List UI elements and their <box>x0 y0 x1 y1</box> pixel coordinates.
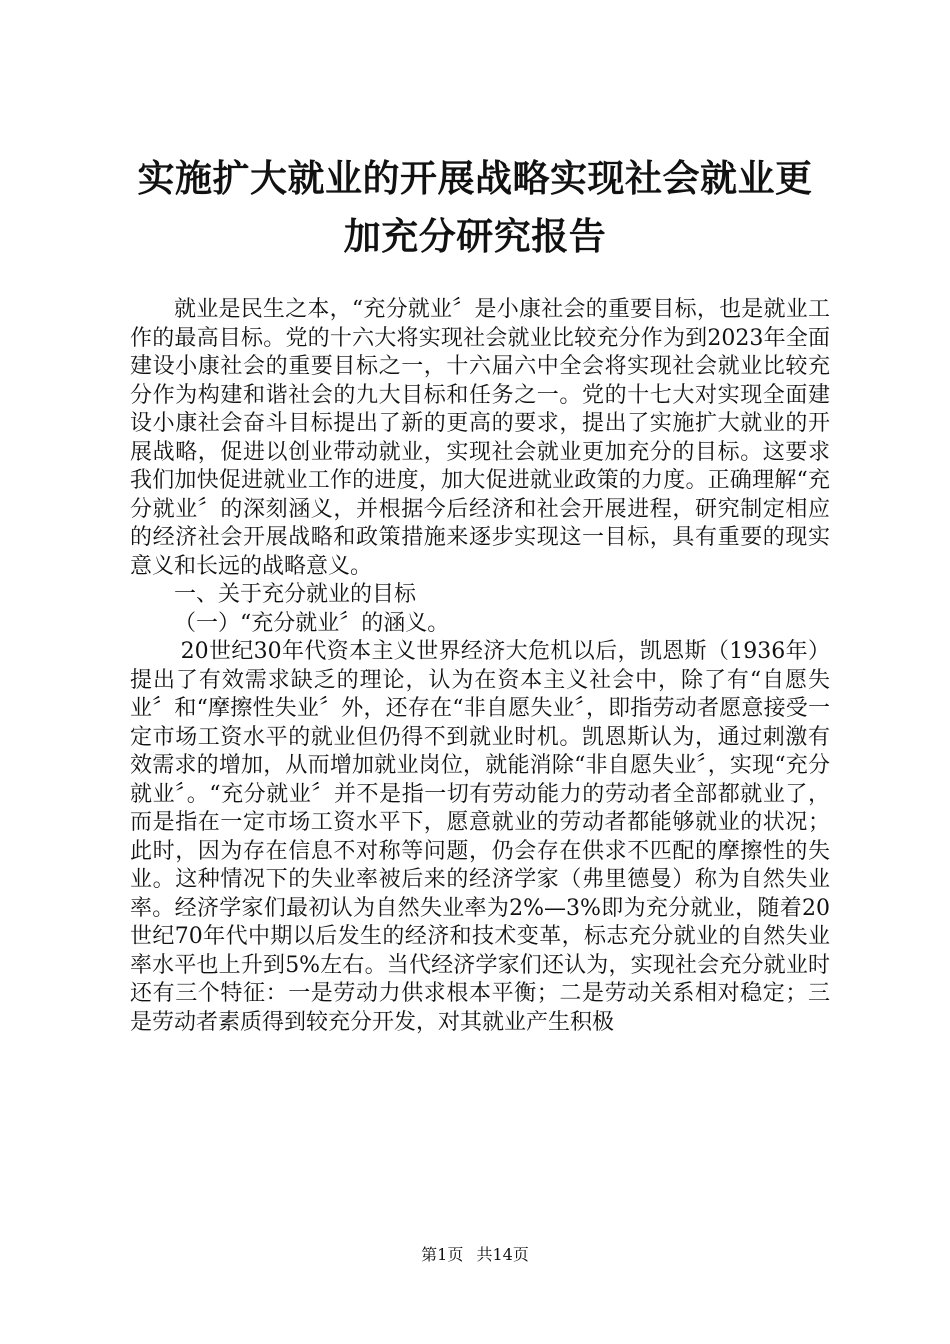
paragraph-body: 20世纪30年代资本主义世界经济大危机以后，凯恩斯（1936年）提出了有效需求缺乏的理论，认为在资本主义社会中，除了有“自愿失业〞和“摩擦性失业〞外，还存在“非自愿失业〞，即指劳动者愿意接受一定市场工资水平的就业但仍得不到就业时机。凯恩斯认为，通过刺激有效需求的增加，从而增加就业岗位，就能消除“非自愿失业〞，实现“充分就业〞。“充分就业〞并不是指一切有劳动能力的劳动者全部都就业了，而是指在一定市场工资水平下，愿意就业的劳动者都能够就业的状况；此时，因为存在信息不对称等问题，仍会存在供求不匹配的摩擦性的失业。这种情况下的失业率被后来的经济学家（弗里德曼）称为自然失业率。经济学家们最初认为自然失业率为2%—3%即为充分就业，随着20世纪70年代中期以后发生的经济和技术变革，标志充分就业的自然失业率水平也上升到5%左右。当代经济学家们还认为，实现社会充分就业时还有三个特征：一是劳动力供求根本平衡；二是劳动关系相对稳定；三是劳动者素质得到较充分开发，对其就业产生积极 <box>130 639 830 1035</box>
subsection-heading: （一）“充分就业〞的涵义。 <box>174 610 450 636</box>
paragraph-intro: 就业是民生之本，“充分就业〞是小康社会的重要目标，也是就业工作的最高目标。党的十六大将实现社会就业比较充分作为到2023年全面建设小康社会的重要目标之一，十六届六中全会将实现社会就业比较充分作为构建和谐社会的九大目标和任务之一。党的十七大对实现全面建设小康社会奋斗目标提出了新的更高的要求，提出了实施扩大就业的开展战略，促进以创业带动就业，实现社会就业更加充分的目标。这要求我们加快促进就业工作的进度，加大促进就业政策的力度。正确理解“充分就业〞的深刻涵义，并根据今后经济和社会开展进程，研究制定相应的经济社会开展战略和政策措施来逐步实现这一目标，具有重要的现实意义和长远的战略意义。 <box>130 297 830 579</box>
document-title: 实施扩大就业的开展战略实现社会就业更加充分研究报告 <box>137 157 813 258</box>
page-footer <box>0 1242 950 1265</box>
section-heading: 一、关于充分就业的目标 <box>174 582 417 607</box>
page-number: 第1页 <box>421 1245 464 1264</box>
page-total: 共14页 <box>476 1245 529 1264</box>
document-body <box>130 296 830 1037</box>
